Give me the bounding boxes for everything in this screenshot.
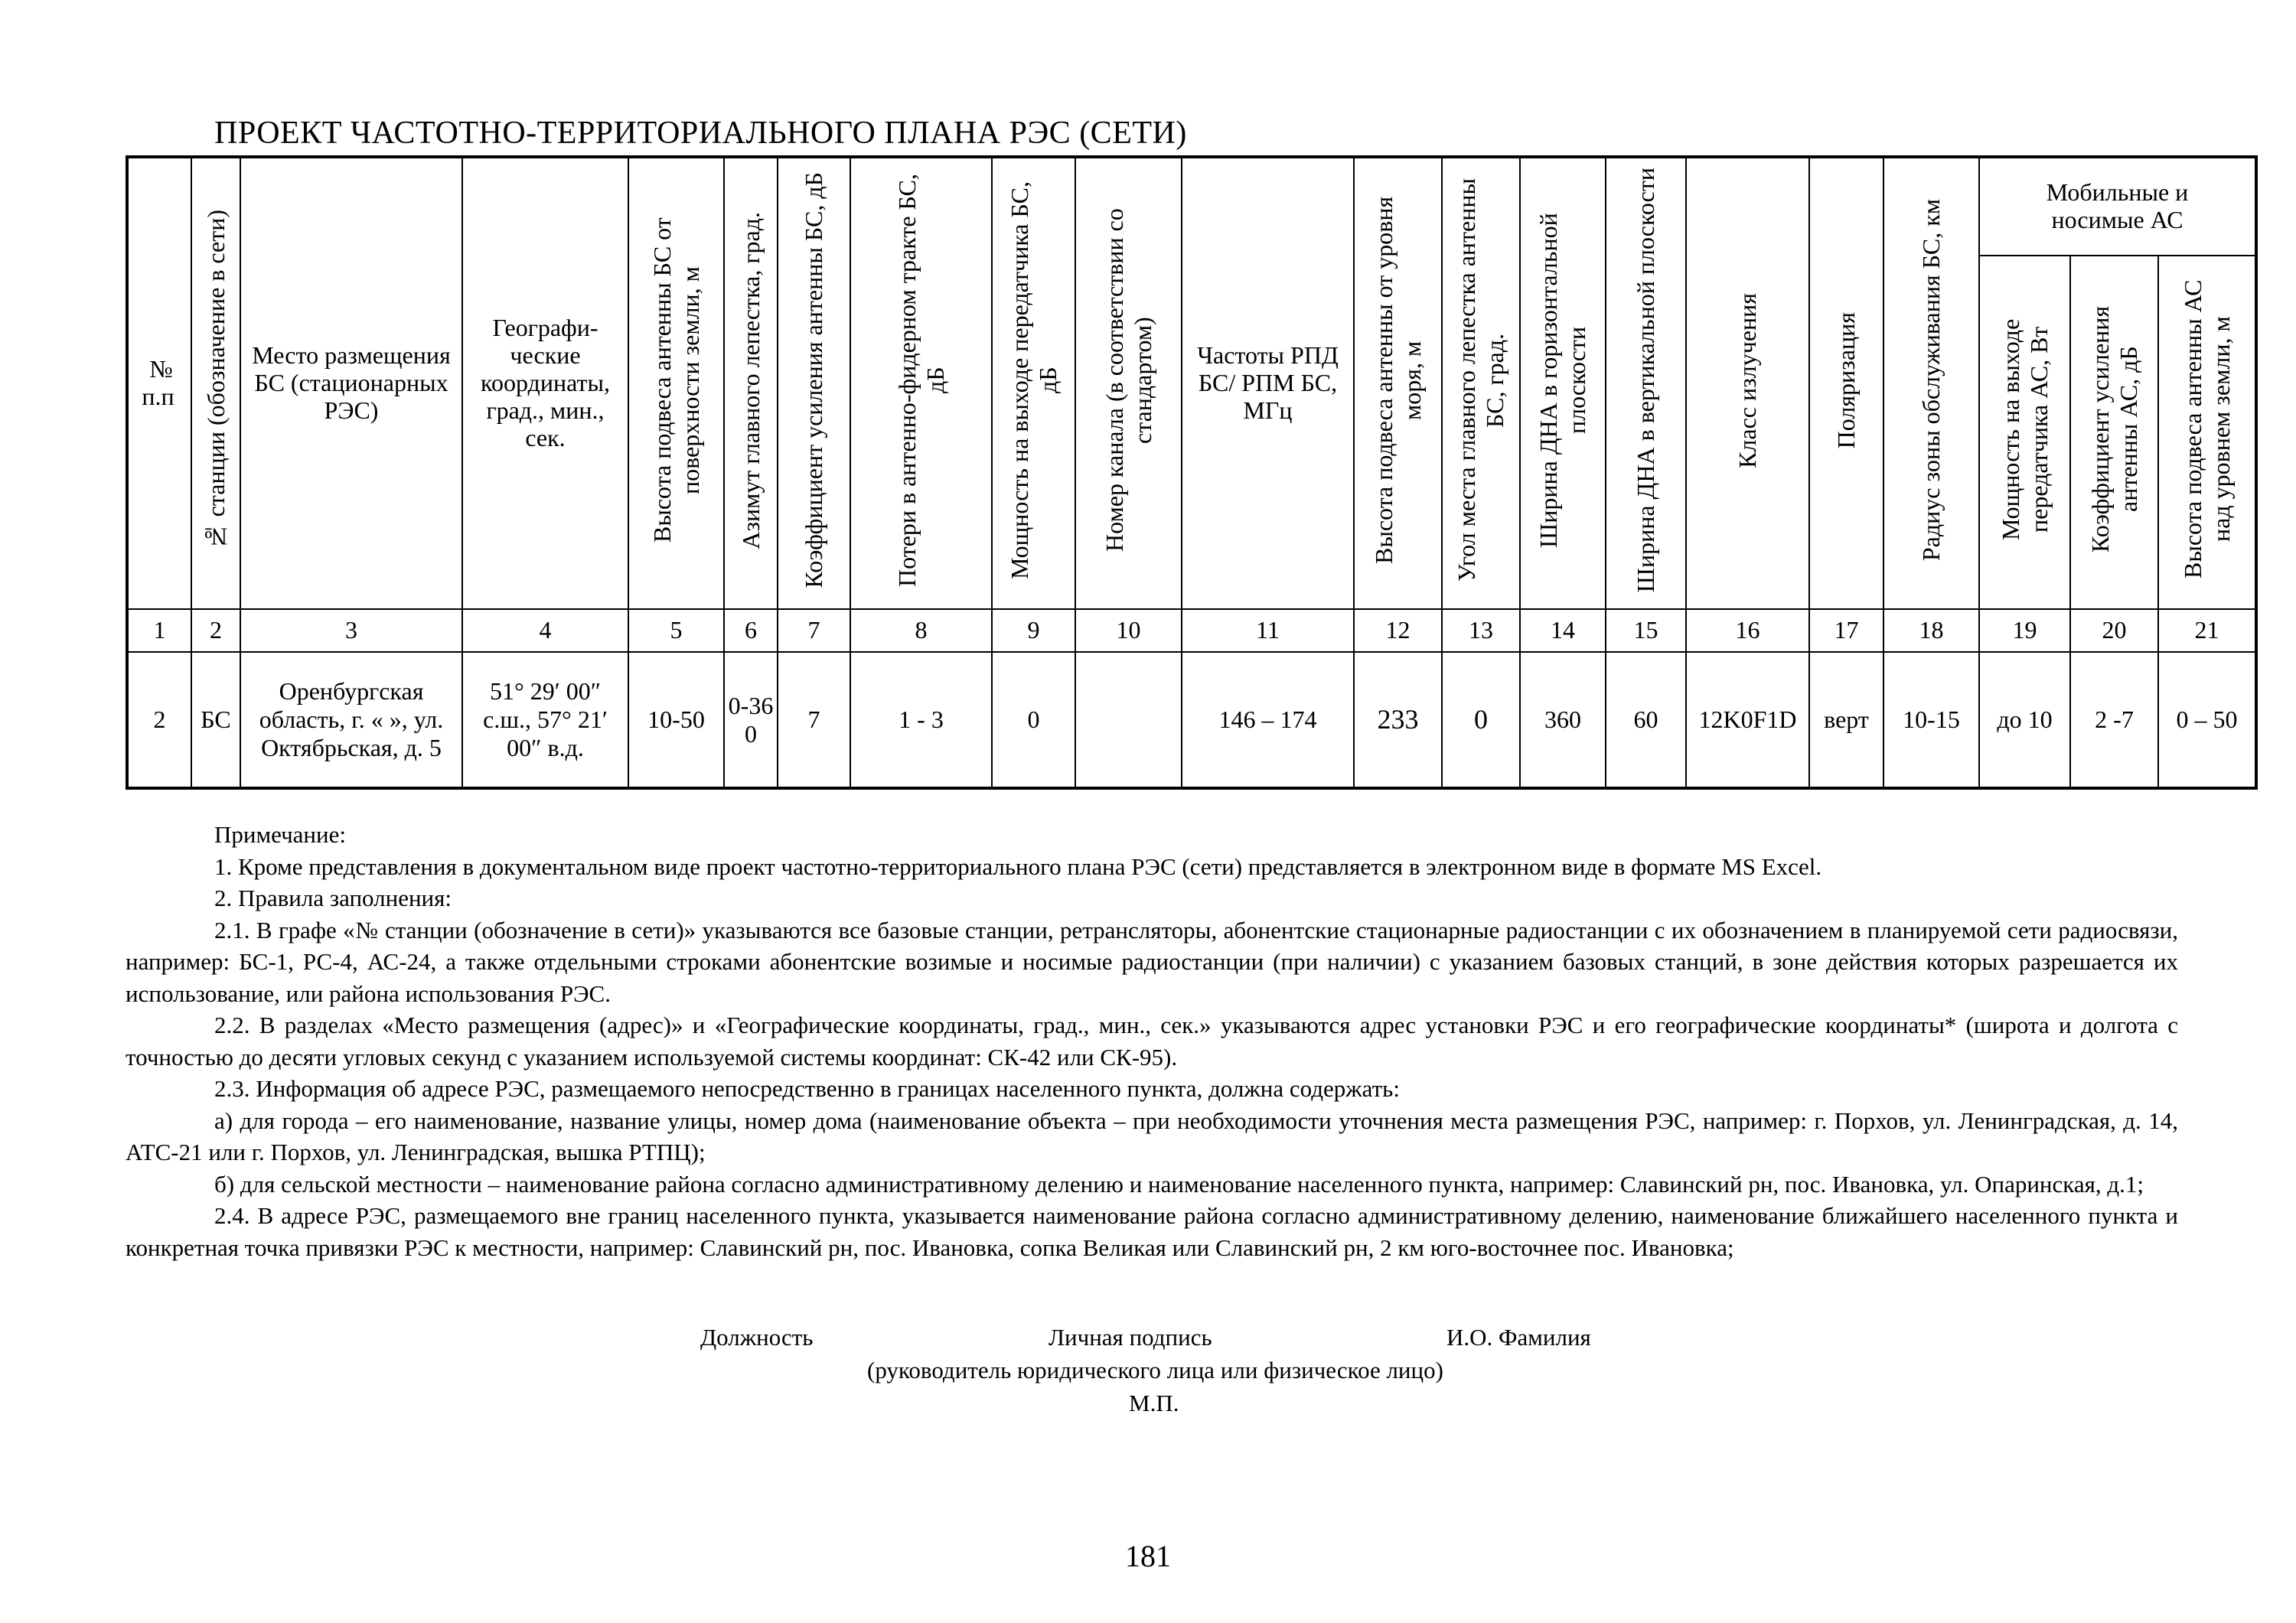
- col-header-13: Угол места главного лепестка антенны БС, град.: [1442, 157, 1520, 609]
- col-number: 21: [2158, 609, 2256, 652]
- col-number: 13: [1442, 609, 1520, 652]
- col-number: 5: [628, 609, 724, 652]
- note-paragraph: 2.3. Информация об адресе РЭС, размещаемого непосредственно в границах населенного пункта, должна содержать:: [214, 1075, 1400, 1103]
- cell-index: 2: [127, 652, 191, 788]
- col-number: 17: [1809, 609, 1883, 652]
- col-number: 18: [1883, 609, 1979, 652]
- col-number: 10: [1075, 609, 1182, 652]
- col-header-10: Номер канала (в соответствии со стандартом): [1075, 157, 1182, 609]
- note-paragraph: 2. Правила заполнения:: [214, 885, 452, 912]
- cell-vertical-beamwidth: 60: [1606, 652, 1686, 788]
- signature-sign-label: Личная подпись: [1049, 1324, 1212, 1351]
- note-paragraph: а) для города – его наименование, название улицы, номер дома (наименование объекта – при необходимости уточнения места размещения РЭС, например: г. Порхов, ул. Ленинградская, д. 14, АТС-21 или г. Порхов, ул. Ленинградская, вышка РТПЦ);: [126, 1106, 2178, 1166]
- cell-azimuth: 0-360: [724, 652, 778, 788]
- col-number: 19: [1979, 609, 2070, 652]
- mobile-group-header: Мобильные и носимые АС: [1979, 157, 2256, 256]
- cell-feeder-loss: 1 - 3: [850, 652, 992, 788]
- cell-ms-gain: 2 -7: [2070, 652, 2158, 788]
- col-header-14: Ширина ДНА в горизонтальной плоскости: [1520, 157, 1606, 609]
- col-number: 16: [1686, 609, 1809, 652]
- col-number: 8: [850, 609, 992, 652]
- cell-service-radius: 10-15: [1883, 652, 1979, 788]
- col-header-20: Коэффициент усиления антенны АС, дБ: [2070, 256, 2158, 609]
- col-header-1: № п.п: [127, 157, 191, 609]
- col-header-3: Место размещения БС (стационарных РЭС): [240, 157, 462, 609]
- col-header-5: Высота подвеса антенны БС от поверхности земли, м: [628, 157, 724, 609]
- col-number: 2: [191, 609, 240, 652]
- cell-ms-power: до 10: [1979, 652, 2070, 788]
- signature-who-label: (руководитель юридического лица или физическое лицо): [867, 1357, 1443, 1383]
- col-header-15: Ширина ДНА в вертикальной плоскости: [1606, 157, 1686, 609]
- col-header-6: Азимут главного лепестка, град.: [724, 157, 778, 609]
- col-header-2: № станции (обозначение в сети): [191, 157, 240, 609]
- col-header-11: Частоты РПД БС/ РПМ БС, МГц: [1182, 157, 1354, 609]
- col-header-4: Географи-ческие координаты, град., мин., сек.: [462, 157, 628, 609]
- col-number: 6: [724, 609, 778, 652]
- col-number: 9: [992, 609, 1075, 652]
- col-number: 12: [1354, 609, 1442, 652]
- cell-frequencies: 146 – 174: [1182, 652, 1354, 788]
- table-row: [127, 652, 2256, 788]
- col-number: 4: [462, 609, 628, 652]
- col-number: 20: [2070, 609, 2158, 652]
- note-paragraph: 2.4. В адресе РЭС, размещаемого вне границ населенного пункта, указывается наименование района согласно административному делению, наименование ближайшего населенного пункта и конкретная точка привязки РЭС к местности, например: Славинский рн, пос. Ивановка, сопка Великая или Славинский рн, 2 км юго-восточнее пос. Ивановка;: [126, 1202, 2178, 1261]
- cell-channel: [1075, 652, 1182, 788]
- column-numbers-row: [127, 609, 2256, 652]
- col-header-21: Высота подвеса антенны АС над уровнем земли, м: [2158, 256, 2256, 609]
- note-paragraph: 2.2. В разделах «Место размещения (адрес)» и «Географические координаты, град., мин., сек.» указываются адрес установки РЭС и его географические координаты* (широта и долгота с точностью до десяти угловых секунд с указанием используемой системы координат: СК-42 или СК-95).: [126, 1012, 2178, 1071]
- col-number: 3: [240, 609, 462, 652]
- col-header-17: Поляризация: [1809, 157, 1883, 609]
- col-header-8: Потери в антенно-фидерном тракте БС, дБ: [850, 157, 992, 609]
- col-header-19: Мощность на выходе передатчика АС, Вт: [1979, 256, 2070, 609]
- cell-ms-height: 0 – 50: [2158, 652, 2256, 788]
- col-header-12: Высота подвеса антенны от уровня моря, м: [1354, 157, 1442, 609]
- col-number: 11: [1182, 609, 1354, 652]
- page-title: ПРОЕКТ ЧАСТОТНО-ТЕРРИТОРИАЛЬНОГО ПЛАНА РЭС (СЕТИ): [214, 116, 1187, 151]
- col-number: 1: [127, 609, 191, 652]
- cell-elevation-angle: 0: [1442, 652, 1520, 788]
- col-number: 14: [1520, 609, 1606, 652]
- col-header-16: Класс излучения: [1686, 157, 1809, 609]
- frequency-plan-table: [126, 155, 2258, 790]
- note-paragraph: 1. Кроме представления в документальном виде проект частотно-территориального плана РЭС (сети) представляется в электронном виде в формате MS Excel.: [214, 852, 1822, 880]
- notes-heading: Примечание:: [214, 821, 346, 848]
- signature-name-label: И.О. Фамилия: [1446, 1324, 1591, 1351]
- notes-section: [126, 819, 2178, 1263]
- cell-location: Оренбургская область, г. « », ул. Октябрьская, д. 5: [240, 652, 462, 788]
- col-number: 7: [778, 609, 850, 652]
- cell-height-above-sea: 233: [1354, 652, 1442, 788]
- cell-antenna-height: 10-50: [628, 652, 724, 788]
- cell-coordinates: 51° 29′ 00″ с.ш., 57° 21′ 00″ в.д.: [462, 652, 628, 788]
- cell-station-id: БС: [191, 652, 240, 788]
- col-header-18: Радиус зоны обслуживания БС, км: [1883, 157, 1979, 609]
- signature-position-label: Должность: [700, 1324, 814, 1351]
- col-header-7: Коэффициент усиления антенны БС, дБ: [778, 157, 850, 609]
- note-paragraph: 2.1. В графе «№ станции (обозначение в сети)» указываются все базовые станции, ретрансляторы, абонентские стационарные радиостанции с их обозначением в планируемой сети радиосвязи, например: БС-1, РС-4, АС-24, а также отдельными строками абонентские возимые и носимые радиостанции (при наличии) с указанием базовых станций, в зоне действия которых разрешается их использование, или района использования РЭС.: [126, 916, 2178, 1007]
- stamp-label: М.П.: [1129, 1390, 1179, 1416]
- note-paragraph: б) для сельской местности – наименование района согласно административному делению и наименование населенного пункта, например: Славинский рн, пос. Ивановка, ул. Опаринская, д.1;: [214, 1170, 2144, 1198]
- page-number: 181: [1125, 1539, 1171, 1573]
- col-header-9: Мощность на выходе передатчика БС, дБ: [992, 157, 1075, 609]
- cell-emission-class: 12K0F1D: [1686, 652, 1809, 788]
- cell-tx-power: 0: [992, 652, 1075, 788]
- cell-horizontal-beamwidth: 360: [1520, 652, 1606, 788]
- cell-gain: 7: [778, 652, 850, 788]
- col-number: 15: [1606, 609, 1686, 652]
- cell-polarization: верт: [1809, 652, 1883, 788]
